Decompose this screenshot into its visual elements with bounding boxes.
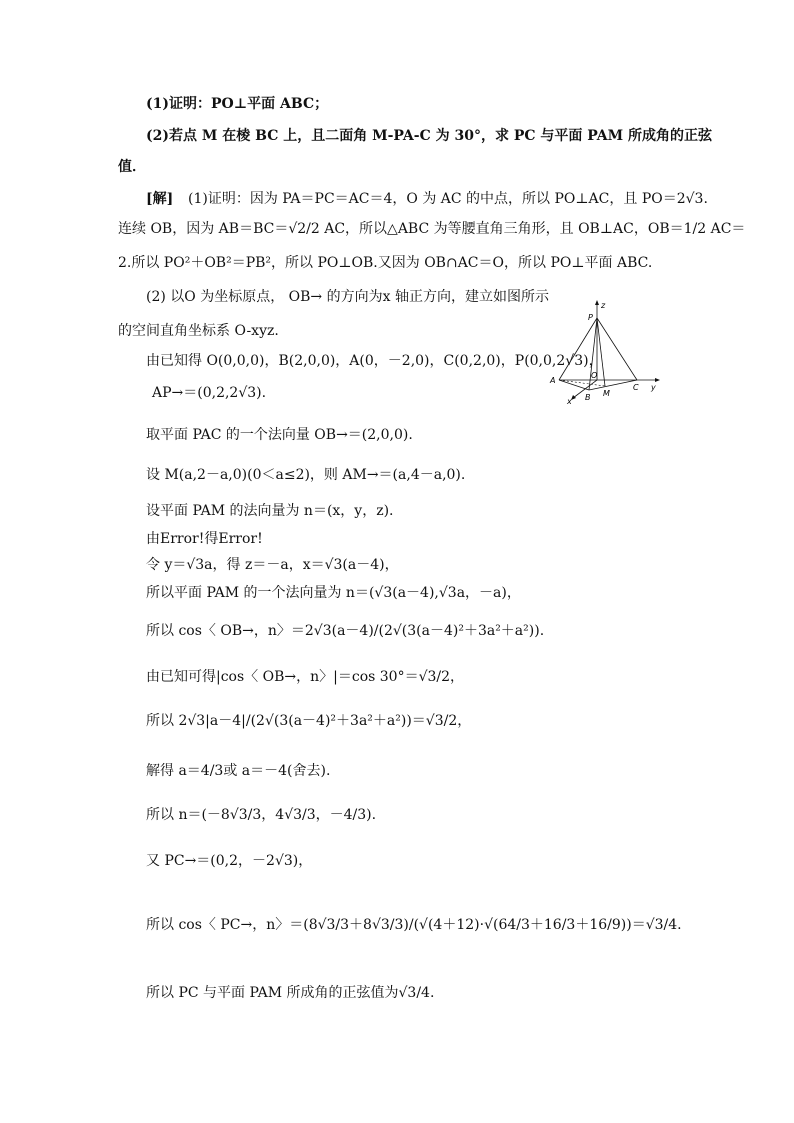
question-2b: 值． — [118, 159, 146, 175]
solution-line-21: 所以 PC 与平面 PAM 所成角的正弦值为√3/4. — [146, 985, 435, 1001]
solution-line-15: 由已知可得|cos〈 OB→，n〉|＝cos 30°＝√3/2， — [146, 669, 465, 685]
solution-line-11: 由Error!得Error! — [146, 531, 263, 547]
solution-line-8: 取平面 PAC 的一个法向量 OB→＝(2,0,0). — [146, 427, 413, 443]
question-2a: (2)若点 M 在棱 BC 上，且二面角 M-PA-C 为 30°，求 PC 与平面 PAM 所成角的正弦 — [146, 128, 712, 144]
label-x: x — [567, 397, 572, 406]
x-axis-arrow — [571, 395, 576, 400]
y-axis-arrow — [655, 378, 660, 382]
solution-line-20: 所以 cos〈 PC→，n〉＝(8√3/3＋8√3/3)/(√(4＋12)·√(64/3＋16/3＋16/9))＝√3/4. — [146, 917, 682, 933]
solution-line-16: 所以 2√3|a－4|/(2√(3(a－4)²＋3a²＋a²))＝√3/2， — [146, 713, 472, 729]
solution-line-5: 的空间直角坐标系 O-xyz. — [118, 323, 279, 339]
solution-line-12: 令 y＝√3a，得 z＝－a，x＝√3(a－4)， — [146, 557, 399, 573]
edge-AB — [559, 380, 589, 390]
solution-line-19: 又 PC→＝(0,2，－2√3)， — [146, 853, 313, 869]
label-y: y — [651, 383, 656, 392]
tetrahedron-figure — [545, 298, 675, 408]
solution-line-7: AP→＝(0,2,2√3). — [152, 385, 267, 401]
solution-line-10: 设平面 PAM 的法向量为 n＝(x，y，z). — [146, 503, 394, 519]
label-O: O — [591, 371, 598, 380]
solution-line-3: 2.所以 PO²＋OB²＝PB²，所以 PO⊥OB.又因为 OB∩AC＝O，所以 PO⊥平面 ABC. — [118, 255, 653, 271]
label-M: M — [603, 389, 610, 398]
solution-line-2: 连续 OB，因为 AB＝BC＝√2/2 AC，所以△ABC 为等腰直角三角形，且 OB⊥AC，OB＝1/2 AC＝ — [118, 221, 746, 237]
label-C: C — [633, 383, 639, 392]
label-P: P — [588, 313, 593, 322]
solution-tag: [解] — [146, 191, 174, 207]
label-A: A — [550, 376, 556, 385]
solution-line-18: 所以 n＝(－8√3/3，4√3/3，－4/3). — [146, 807, 377, 823]
solution-line-1: (1)证明：因为 PA＝PC＝AC＝4，O 为 AC 的中点，所以 PO⊥AC，且 PO＝2√3. — [188, 191, 708, 207]
z-axis-arrow — [595, 300, 599, 305]
solution-line-17: 解得 a＝4/3或 a＝－4(舍去). — [146, 763, 331, 779]
edge-AM — [559, 380, 605, 386]
solution-line-6: 由已知得 O(0,0,0)，B(2,0,0)，A(0，－2,0)，C(0,2,0)，P(0,0,2√3)， — [146, 353, 603, 369]
question-1: (1)证明：PO⊥平面 ABC； — [146, 96, 329, 112]
solution-line-4: (2) 以O 为坐标原点， OB→ 的方向为x 轴正方向，建立如图所示 — [146, 289, 549, 305]
label-z: z — [601, 301, 606, 310]
solution-line-14: 所以 cos〈 OB→，n〉＝2√3(a－4)/(2√(3(a－4)²＋3a²＋a²)). — [146, 623, 545, 639]
label-B: B — [585, 393, 591, 402]
solution-line-9: 设 M(a,2－a,0)(0＜a≤2)，则 AM→＝(a,4－a,0). — [146, 467, 466, 483]
solution-line-13: 所以平面 PAM 的一个法向量为 n＝(√3(a－4),√3a，－a)， — [146, 585, 521, 601]
